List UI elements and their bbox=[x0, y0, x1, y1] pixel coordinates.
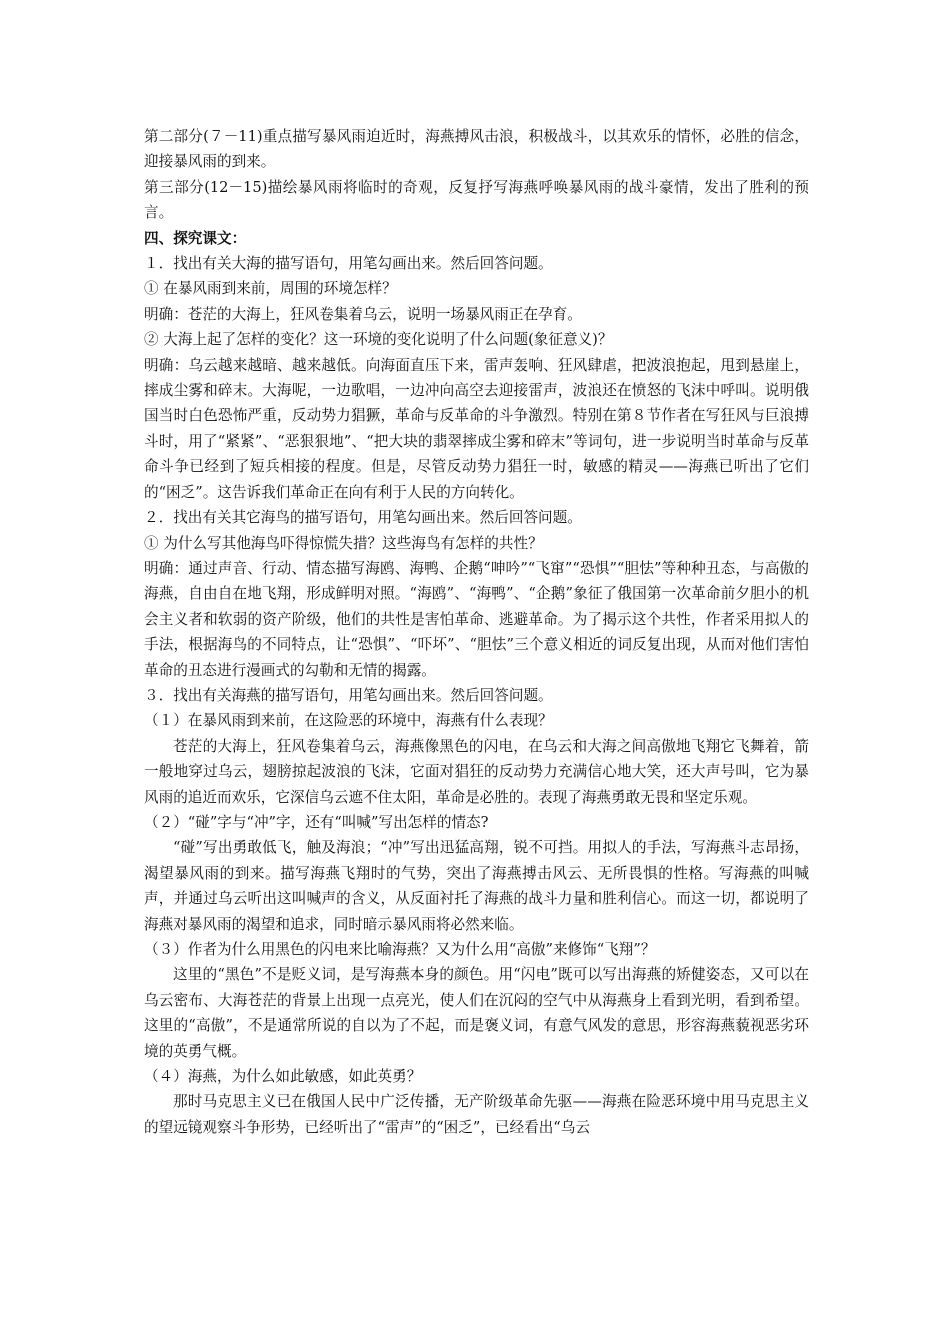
answer-1-sub-1: 明确：苍茫的大海上，狂风卷集着乌云，说明一场暴风雨正在孕育。 bbox=[144, 305, 582, 323]
section-heading: 四、探究课文： bbox=[144, 229, 247, 247]
question-2-sub-1: ① 为什么写其他海鸟吓得惊慌失措？这些海鸟有怎样的共性？ bbox=[144, 534, 543, 552]
paragraph-part-two: 第二部分(７－11)重点描写暴风雨迫近时，海燕搏风击浪，积极战斗，以其欢乐的情怀，必胜的信念，迎接暴风雨的到来。 bbox=[144, 128, 809, 171]
answer-3-sub-2: “碰”写出勇敢低飞，触及海浪；“冲”写出迅猛高翔，锐不可挡。用拟人的手法，写海燕斗志昂扬，渴望暴风雨的到来。描写海燕飞翔时的气势，突出了海燕搏击风云、无所畏惧的性格。写海燕的叫喊声，并通过乌云听出这叫喊声的含义，从反面衬托了海燕的战斗力量和胜利信心。而这一切，都说明了海燕对暴风雨的渴望和追求，同时暗示暴风雨将必然来临。 bbox=[144, 839, 809, 933]
question-2: ２．找出有关其它海鸟的描写语句，用笔勾画出来。然后回答问题。 bbox=[144, 509, 582, 527]
answer-1-sub-2: 明确：乌云越来越暗、越来越低。向海面直压下来，雷声轰响、狂风肆虐，把波浪抱起，甩到悬崖上，摔成尘雾和碎末。大海呢，一边歌唱，一边冲向高空去迎接雷声，波浪还在愤怒的飞沫中呼叫。说明俄国当时白色恐怖严重，反动势力猖獗，革命与反革命的斗争激烈。特别在第８节作者在写狂风与巨浪搏斗时，用了“紧紧”、“恶狠狠地”、“把大块的翡翠摔成尘雾和碎末”等词句，进一步说明当时革命与反革命斗争已经到了短兵相接的程度。但是，尽管反动势力猖狂一时，敏感的精灵——海燕已听出了它们的“困乏”。这告诉我们革命正在向有利于人民的方向转化。 bbox=[144, 356, 809, 501]
answer-3-sub-3: 这里的“黑色”不是贬义词，是写海燕本身的颜色。用“闪电”既可以写出海燕的矫健姿态，又可以在乌云密布、大海苍茫的背景上出现一点亮光，使人们在沉闷的空气中从海燕身上看到光明，看到希望。这里的“高傲”，不是通常所说的自以为了不起，而是褒义词，有意气风发的意思，形容海燕藐视恶劣环境的英勇气概。 bbox=[144, 966, 809, 1060]
answer-2-sub-1: 明确：通过声音、行动、情态描写海鸥、海鸭、企鹅“呻吟”“飞窜”“恐惧”“胆怯”等种种丑态，与高傲的海燕，自由自在地飞翔，形成鲜明对照。“海鸥”、“海鸭”、“企鹅”象征了俄国第一次革命前夕胆小的机会主义者和软弱的资产阶级，他们的共性是害怕革命、逃避革命。为了揭示这个共性，作者采用拟人的手法，根据海鸟的不同特点，让“恐惧”、“吓坏”、“胆怯”三个意义相近的词反复出现，从而对他们害怕革命的丑态进行漫画式的勾勒和无情的揭露。 bbox=[144, 559, 809, 679]
paragraph-part-three: 第三部分(12－15)描绘暴风雨将临时的奇观，反复抒写海燕呼唤暴风雨的战斗豪情，发出了胜利的预言。 bbox=[144, 178, 809, 222]
question-3-sub-1: （１）在暴风雨到来前，在这险恶的环境中，海燕有什么表现？ bbox=[144, 712, 553, 730]
question-1: １．找出有关大海的描写语句，用笔勾画出来。然后回答问题。 bbox=[144, 255, 553, 273]
question-1-sub-1: ① 在暴风雨到来前，周围的环境怎样？ bbox=[144, 280, 397, 298]
question-3-sub-4: （４）海燕，为什么如此敏感，如此英勇？ bbox=[144, 1068, 422, 1086]
answer-3-sub-1: 苍茫的大海上，狂风卷集着乌云，海燕像黑色的闪电，在乌云和大海之间高傲地飞翔它飞舞着，箭一般地穿过乌云，翅膀掠起波浪的飞沫，它面对猖狂的反动势力充满信心地大笑，还大声号叫，它为暴风雨的追近而欢乐，它深信乌云遮不住太阳，革命是必胜的。表现了海燕勇敢无畏和坚定乐观。 bbox=[144, 737, 809, 806]
answer-3-sub-4: 那时马克思主义已在俄国人民中广泛传播，无产阶级革命先驱——海燕在险恶环境中用马克思主义的望远镜观察斗争形势，已经听出了“雷声”的“困乏”，已经看出“乌云 bbox=[144, 1093, 809, 1136]
question-3-sub-2: （２）“碰”字与“冲”字，还有“叫喊”写出怎样的情态? bbox=[144, 813, 489, 831]
question-3-sub-3: （３）作者为什么用黑色的闪电来比喻海燕？又为什么用“高傲”来修饰“飞翔”？ bbox=[144, 941, 656, 958]
question-3: ３．找出有关海燕的描写语句，用笔勾画出来。然后回答问题。 bbox=[144, 686, 553, 704]
question-1-sub-2: ② 大海上起了怎样的变化？这一环境的变化说明了什么问题(象征意义)？ bbox=[144, 331, 613, 349]
document-page bbox=[144, 124, 809, 1140]
